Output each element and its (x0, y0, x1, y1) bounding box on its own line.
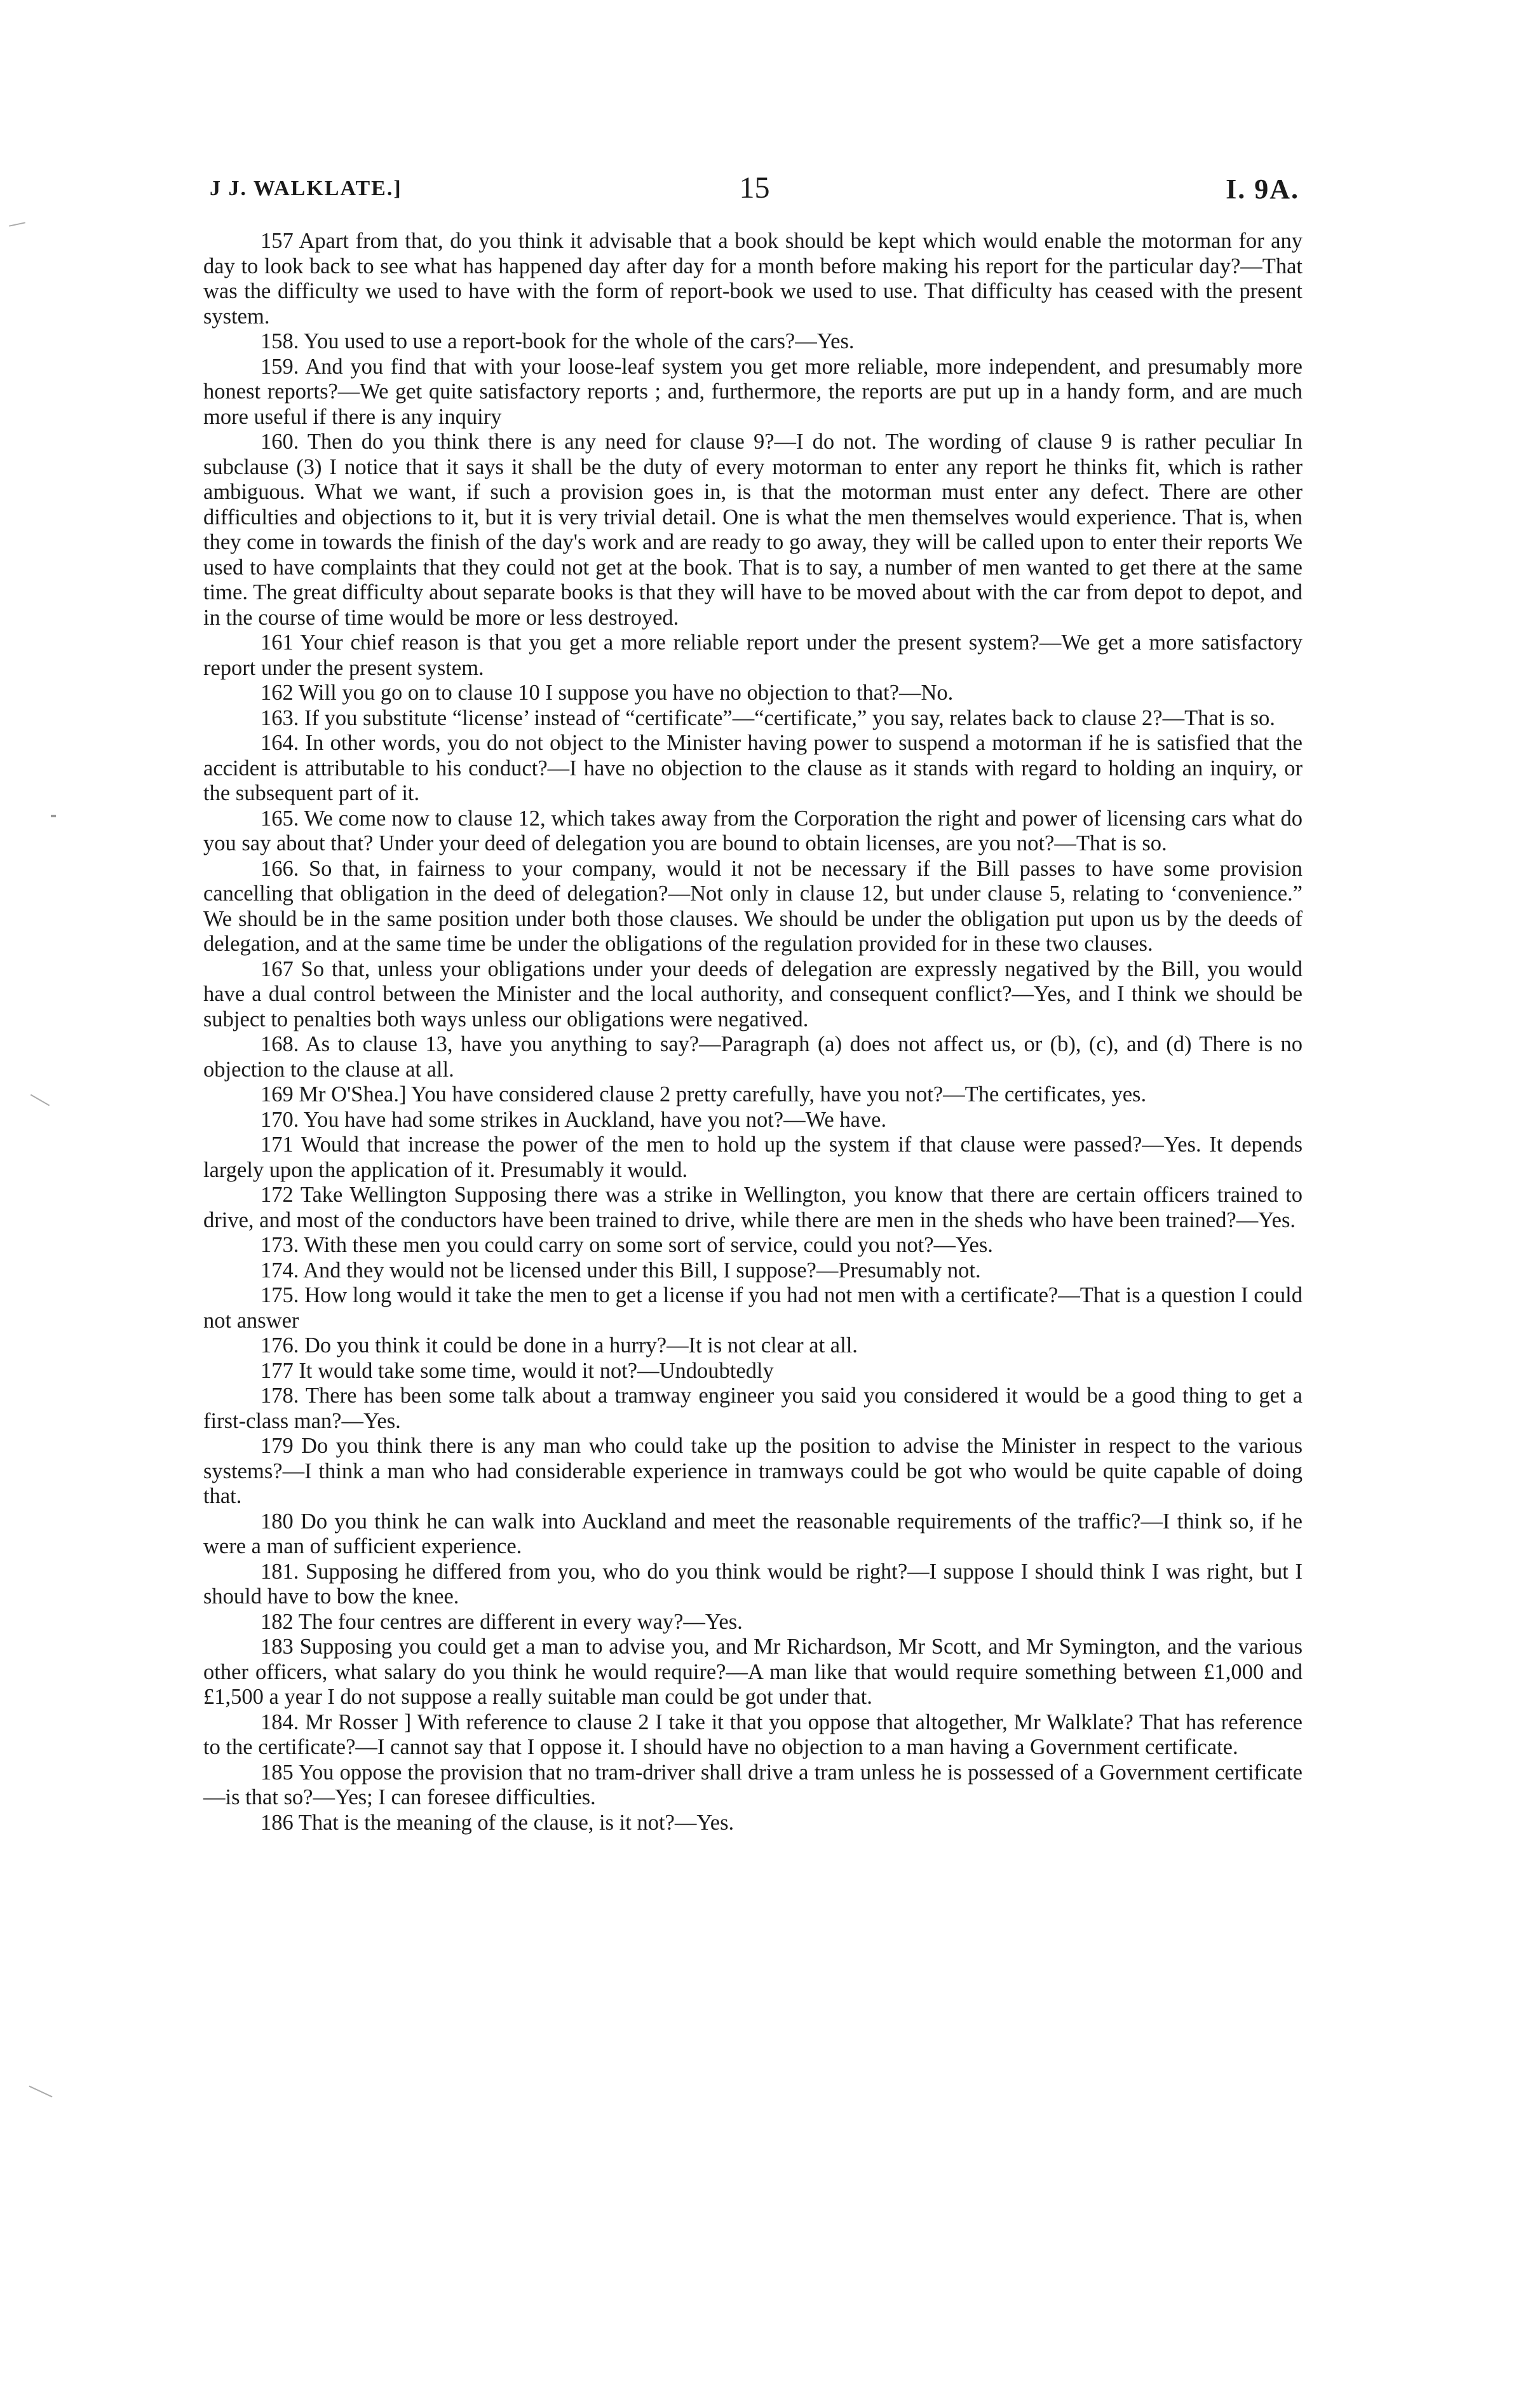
page-number: 15 (739, 171, 770, 205)
question-161: 161 Your chief reason is that you get a more reliable report under the present system?—We get a more satisfactory report under the present system. (203, 630, 1303, 680)
question-171: 171 Would that increase the power of the men to hold up the system if that clause were passed?—Yes. It depends largely upon the application of it. Presumably it would. (203, 1133, 1303, 1182)
question-173: 173. With these men you could carry on some sort of service, could you not?—Yes. (261, 1233, 993, 1257)
question-185: 185 You oppose the provision that no tram-driver shall drive a tram unless he is possessed of a Government certificate—is that so?—Yes; I can foresee difficulties. (203, 1760, 1303, 1809)
question-177: 177 It would take some time, would it not?—Undoubtedly (261, 1358, 774, 1383)
question-175: 175. How long would it take the men to get a license if you had not men with a certificate?—That is a question I could not answer (203, 1283, 1303, 1333)
question-178: 178. There has been some talk about a tramway engineer you said you considered it would be a good thing to get a first-class man?—Yes. (203, 1384, 1303, 1433)
page-header (210, 170, 1299, 208)
question-157: 157 Apart from that, do you think it advisable that a book should be kept which would enable the motorman for any day to look back to see what has happened day after day for a month before making his report for the particular day?—That was the difficulty we used to have with the form of report-book we used to use. That difficulty has ceased with the present system. (203, 229, 1303, 329)
question-169: 169 Mr O'Shea.] You have considered clause 2 pretty carefully, have you not?—The certificates, yes. (261, 1082, 1147, 1106)
question-186: 186 That is the meaning of the clause, is it not?—Yes. (261, 1810, 734, 1835)
question-184: 184. Mr Rosser ] With reference to clause 2 I take it that you oppose that altogether, Mr Walklate? That has reference to the certificate?—I cannot say that I oppose it. I should have no objection to a man having a Government certificate. (203, 1710, 1303, 1759)
scan-mark (29, 2086, 52, 2098)
witness-name: J J. WALKLATE.] (210, 177, 402, 200)
question-181: 181. Supposing he differed from you, who do you think would be right?—I suppose I should think I was right, but I should have to bow the knee. (203, 1559, 1303, 1609)
question-166: 166. So that, in fairness to your company, would it not be necessary if the Bill passes to have some provision cancelling that obligation in the deed of delegation?—Not only in clause 12, but under clause 5, relating to ‘convenience.” We should be in the same position under both those clauses. We should be under the obligation put upon us by the deeds of delegation, and at the same time be under the obligations of the regulation provided for in these two clauses. (203, 856, 1303, 956)
question-162: 162 Will you go on to clause 10 I suppose you have no objection to that?—No. (261, 681, 954, 705)
question-174: 174. And they would not be licensed under this Bill, I suppose?—Presumably not. (261, 1258, 981, 1282)
scan-mark (9, 222, 25, 226)
question-179: 179 Do you think there is any man who could take up the position to advise the Minister in respect to the various systems?—I think a man who had considerable experience in tramways could be got who would be quite capable of doing that. (203, 1434, 1303, 1508)
question-160: 160. Then do you think there is any need for clause 9?—I do not. The wording of clause 9 is rather peculiar In subclause (3) I notice that it says it shall be the duty of every motorman to enter any report he thinks fit, which is rather ambiguous. What we want, if such a provision goes in, is that the motorman must enter any defect. There are other difficulties and objections to it, but it is very trivial detail. One is what the men themselves would experience. That is, when they come in towards the finish of the day's work and are ready to go away, they will be called upon to enter their reports We used to have complaints that they could not get at the book. That is to say, a number of men wanted to get there at the same time. The great difficulty about separate books is that they will have to be moved about with the car from depot to depot, and in the course of time would be more or less destroyed. (203, 430, 1303, 630)
question-159: 159. And you find that with your loose-leaf system you get more reliable, more independent, and presumably more honest reports?—We get quite satisfactory reports ; and, furthermore, the reports are put up in a handy form, and are much more useful if there is any inquiry (203, 354, 1303, 429)
question-158: 158. You used to use a report-book for the whole of the cars?—Yes. (261, 329, 855, 353)
question-170: 170. You have had some strikes in Auckland, have you not?—We have. (261, 1107, 887, 1132)
paper-reference: I. 9A. (1226, 173, 1299, 205)
question-183: 183 Supposing you could get a man to advise you, and Mr Richardson, Mr Scott, and Mr Symington, and the various other officers, what salary do you think he would require?—A man like that would require something between £1,000 and £1,500 a year I do not suppose a really suitable man could be got under that. (203, 1635, 1303, 1709)
question-165: 165. We come now to clause 12, which takes away from the Corporation the right and power of licensing cars what do you say about that? Under your deed of delegation you are bound to obtain licenses, are you not?—That is so. (203, 806, 1303, 855)
question-176: 176. Do you think it could be done in a hurry?—It is not clear at all. (261, 1333, 858, 1357)
question-163: 163. If you substitute “license’ instead of “certificate”—“certificate,” you say, relates back to clause 2?—That is so. (261, 705, 1275, 730)
question-168: 168. As to clause 13, have you anything to say?—Paragraph (a) does not affect us, or (b), (c), and (d) There is no objection to the clause at all. (203, 1032, 1303, 1082)
question-164: 164. In other words, you do not object to the Minister having power to suspend a motorman if he is satisfied that the accident is attributable to his conduct?—I have no objection to the clause as it stands with regard to holding an inquiry, or the subsequent part of it. (203, 731, 1303, 805)
question-167: 167 So that, unless your obligations under your deeds of delegation are expressly negatived by the Bill, you would have a dual control between the Minister and the local authority, and consequent conflict?—Yes, and I think we should be subject to penalties both ways unless our obligations were negatived. (203, 956, 1303, 1031)
evidence-text (203, 229, 1303, 1835)
question-172: 172 Take Wellington Supposing there was a strike in Wellington, you know that there are certain officers trained to drive, and most of the conductors have been trained to drive, while there are men in the sheds who have been trained?—Yes. (203, 1183, 1303, 1232)
question-182: 182 The four centres are different in every way?—Yes. (261, 1609, 743, 1634)
scan-mark (51, 815, 56, 817)
scan-mark (30, 1094, 50, 1106)
question-180: 180 Do you think he can walk into Auckland and meet the reasonable requirements of the traffic?—I think so, if he were a man of sufficient experience. (203, 1509, 1303, 1558)
